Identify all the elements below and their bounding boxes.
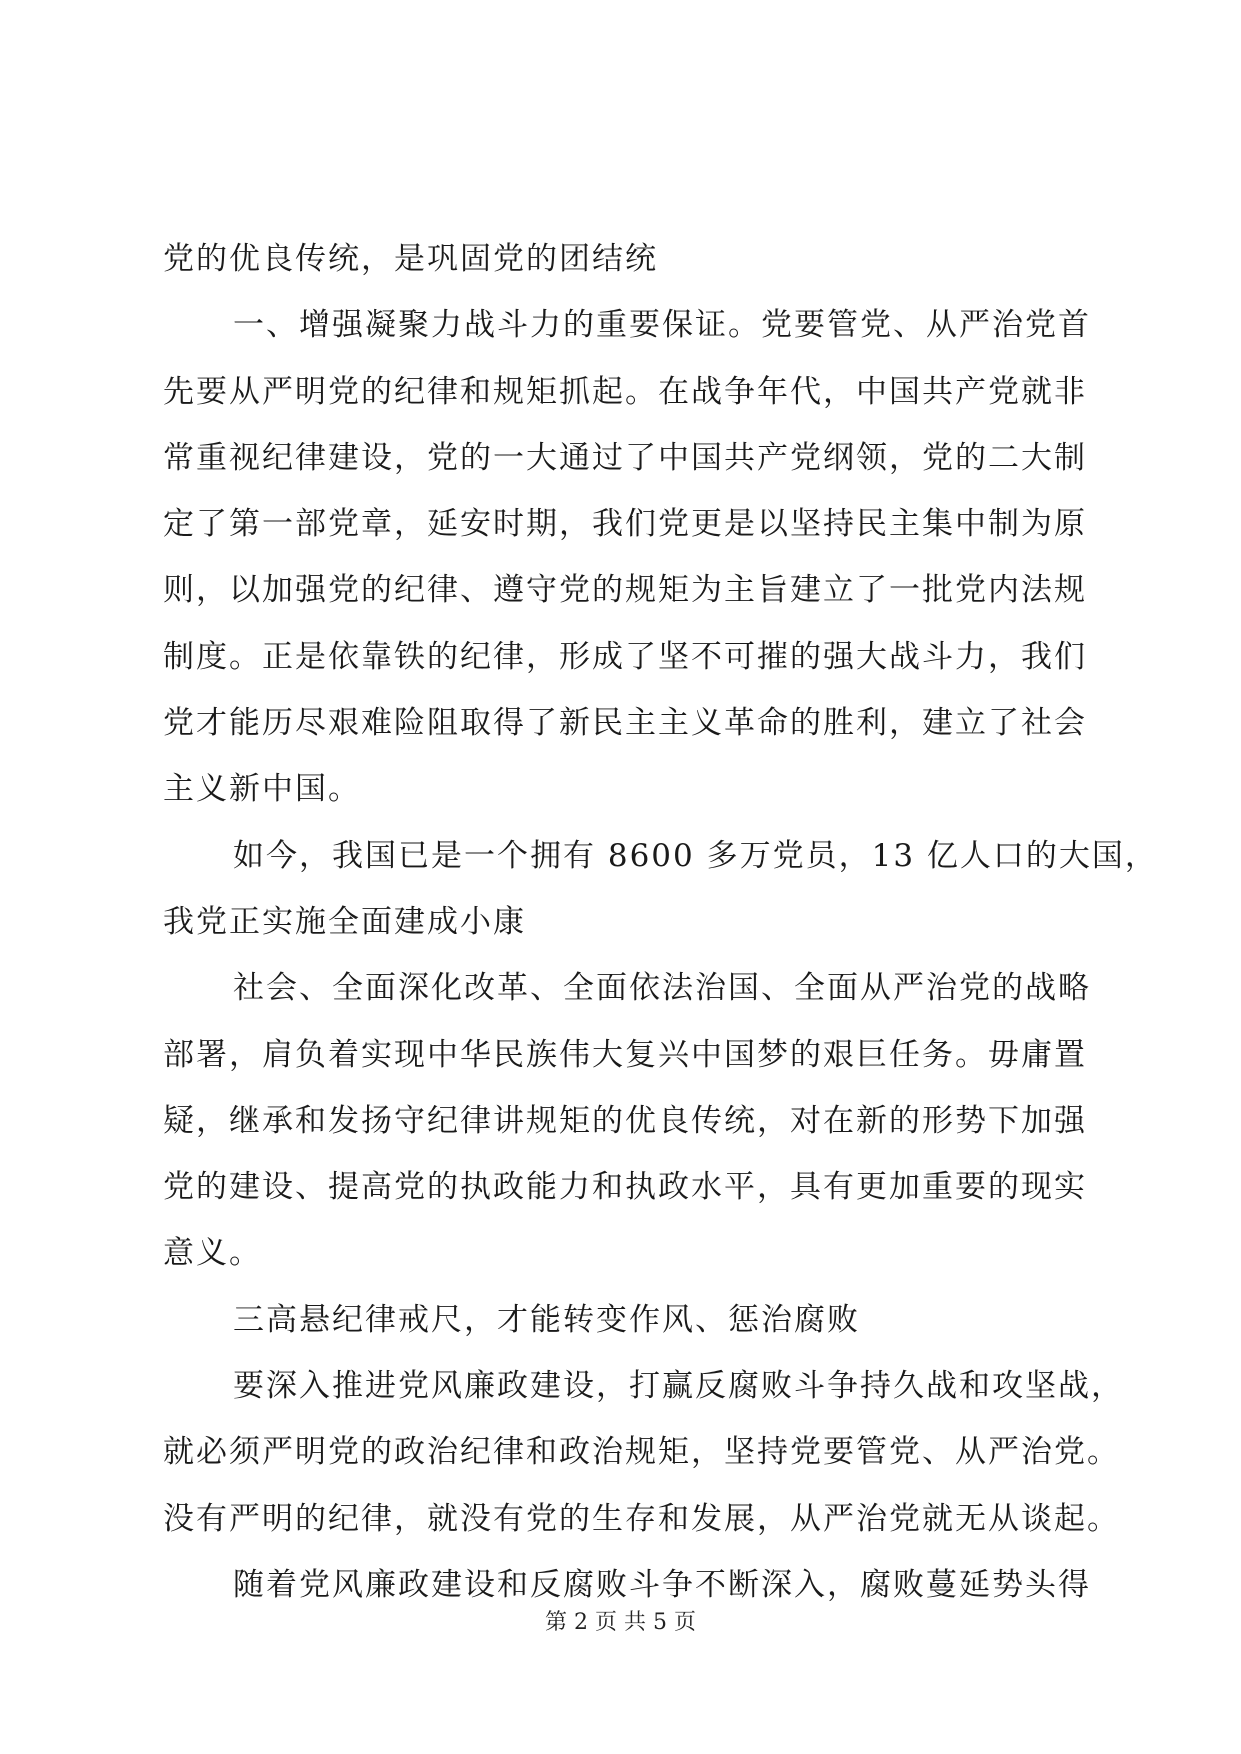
text-line: 没有严明的纪律，就没有党的生存和发展，从严治党就无从谈起。 — [163, 1500, 1120, 1537]
text-line: 党的优良传统，是巩固党的团结统 — [163, 241, 658, 277]
text-line: 如今，我国已是一个拥有 8600 多万党员，13 亿人口的大国， — [233, 837, 1158, 874]
text-line: 随着党风廉政建设和反腐败斗争不断深入，腐败蔓延势头得 — [233, 1566, 1091, 1603]
text-line: 一、增强凝聚力战斗力的重要保证。党要管党、从严治党首 — [233, 307, 1091, 344]
text-line: 意义。 — [163, 1235, 262, 1272]
text-line: 党的建设、提高党的执政能力和执政水平，具有更加重要的现实 — [163, 1169, 1087, 1206]
text-line: 则，以加强党的纪律、遵守党的规矩为主旨建立了一批党内法规 — [163, 572, 1087, 609]
text-line: 部署，肩负着实现中华民族伟大复兴中国梦的艰巨任务。毋庸置 — [163, 1036, 1087, 1073]
text-line: 党才能历尽艰难险阻取得了新民主主义革命的胜利，建立了社会 — [163, 705, 1087, 742]
text-line: 我党正实施全面建成小康 — [163, 903, 526, 940]
text-line: 主义新中国。 — [163, 771, 361, 808]
text-line: 社会、全面深化改革、全面依法治国、全面从严治党的战略 — [233, 970, 1091, 1007]
text-line: 定了第一部党章，延安时期，我们党更是以坚持民主集中制为原 — [163, 506, 1087, 543]
page-number: 第 2 页 共 5 页 — [545, 1610, 696, 1635]
text-line: 常重视纪律建设，党的一大通过了中国共产党纲领，党的二大制 — [163, 439, 1087, 476]
section-heading: 三高悬纪律戒尺，才能转变作风、惩治腐败 — [233, 1301, 860, 1338]
text-line: 先要从严明党的纪律和规矩抓起。在战争年代，中国共产党就非 — [163, 373, 1087, 410]
text-line: 疑，继承和发扬守纪律讲规矩的优良传统，对在新的形势下加强 — [163, 1102, 1087, 1139]
text-line: 就必须严明党的政治纪律和政治规矩，坚持党要管党、从严治党。 — [163, 1434, 1120, 1471]
text-line: 制度。正是依靠铁的纪律，形成了坚不可摧的强大战斗力，我们 — [163, 638, 1087, 675]
text-line: 要深入推进党风廉政建设，打赢反腐败斗争持久战和攻坚战， — [233, 1368, 1124, 1405]
page-footer — [0, 1608, 1241, 1638]
body-text — [163, 226, 1158, 1618]
